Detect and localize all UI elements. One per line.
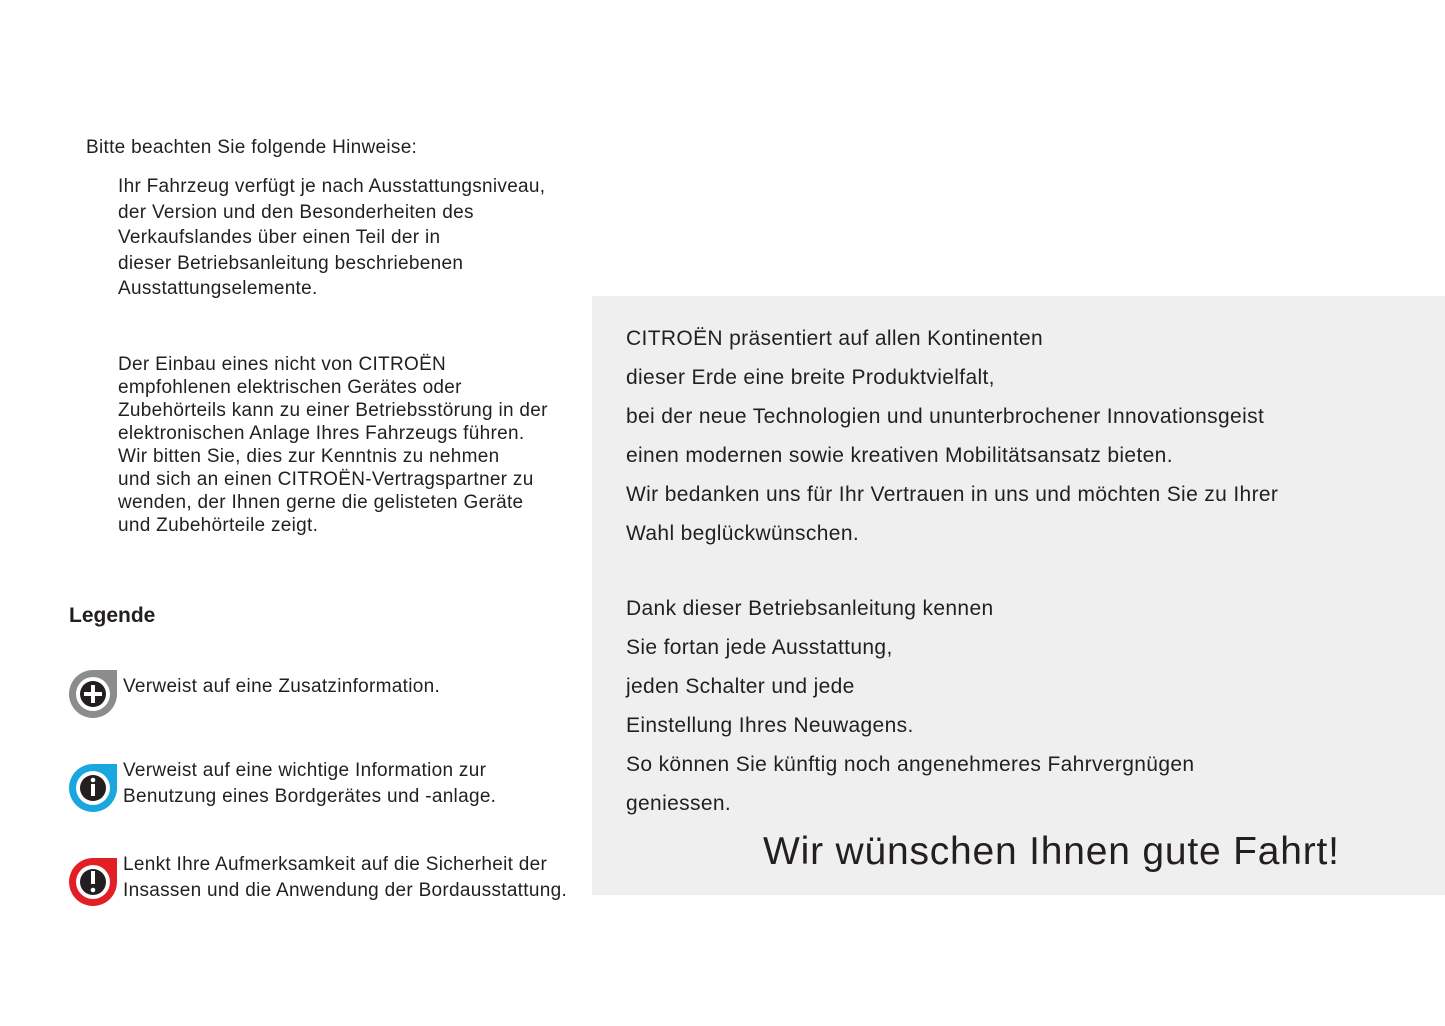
welcome-line: CITROËN präsentiert auf allen Kontinenten (626, 327, 1044, 350)
welcome-line: dieser Erde eine breite Produktvielfalt, (626, 366, 995, 389)
welcome-line: Wir bedanken uns für Ihr Vertrauen in uns und möchten Sie zu Ihrer (626, 483, 1279, 506)
accessory-note: Der Einbau eines nicht von CITROËN empfohlenen elektrischen Gerätes oder Zubehörteils kann zu einer Betriebsstörung in der elektronischen Anlage Ihres Fahrzeugs führen. Wir bitten Sie, dies zur Kenntnis zu nehmen und sich an einen CITROËN-Vertragspartner zu wenden, der Ihnen gerne die gelisteten Geräte und Zubehörteile zeigt. (118, 354, 548, 536)
welcome-line: geniessen. (626, 792, 732, 815)
legend-text-important-info: Verweist auf eine wichtige Information zur Benutzung eines Bordgerätes und -anlage. (123, 760, 497, 807)
legend-title: Legende (69, 604, 156, 627)
plus-icon (68, 669, 118, 719)
equipment-note: Ihr Fahrzeug verfügt je nach Ausstattungsniveau, der Version und den Besonderheiten des Verkaufslandes über einen Teil der in dieser Betriebsanleitung beschriebenen Ausstattungselemente. (118, 176, 546, 299)
welcome-line: Wahl beglückwünschen. (626, 522, 860, 545)
welcome-line: Dank dieser Betriebsanleitung kennen (626, 597, 994, 620)
notes-intro: Bitte beachten Sie folgende Hinweise: (86, 137, 418, 158)
welcome-line: jeden Schalter und jede (626, 675, 855, 698)
legend-text-safety-warning: Lenkt Ihre Aufmerksamkeit auf die Sicherheit der Insassen und die Anwendung der Bordausstattung. (123, 854, 568, 901)
welcome-line: So können Sie künftig noch angenehmeres Fahrvergnügen (626, 753, 1195, 776)
welcome-line: bei der neue Technologien und ununterbrochener Innovationsgeist (626, 405, 1265, 428)
closing-wish: Wir wünschen Ihnen gute Fahrt! (763, 830, 1340, 873)
welcome-line: einen modernen sowie kreativen Mobilitätsansatz bieten. (626, 444, 1173, 467)
info-icon (68, 763, 118, 813)
welcome-line: Einstellung Ihres Neuwagens. (626, 714, 914, 737)
welcome-line: Sie fortan jede Ausstattung, (626, 636, 893, 659)
warning-icon (68, 857, 118, 907)
welcome-panel (592, 296, 1445, 895)
legend-text-additional-info: Verweist auf eine Zusatzinformation. (123, 676, 441, 697)
